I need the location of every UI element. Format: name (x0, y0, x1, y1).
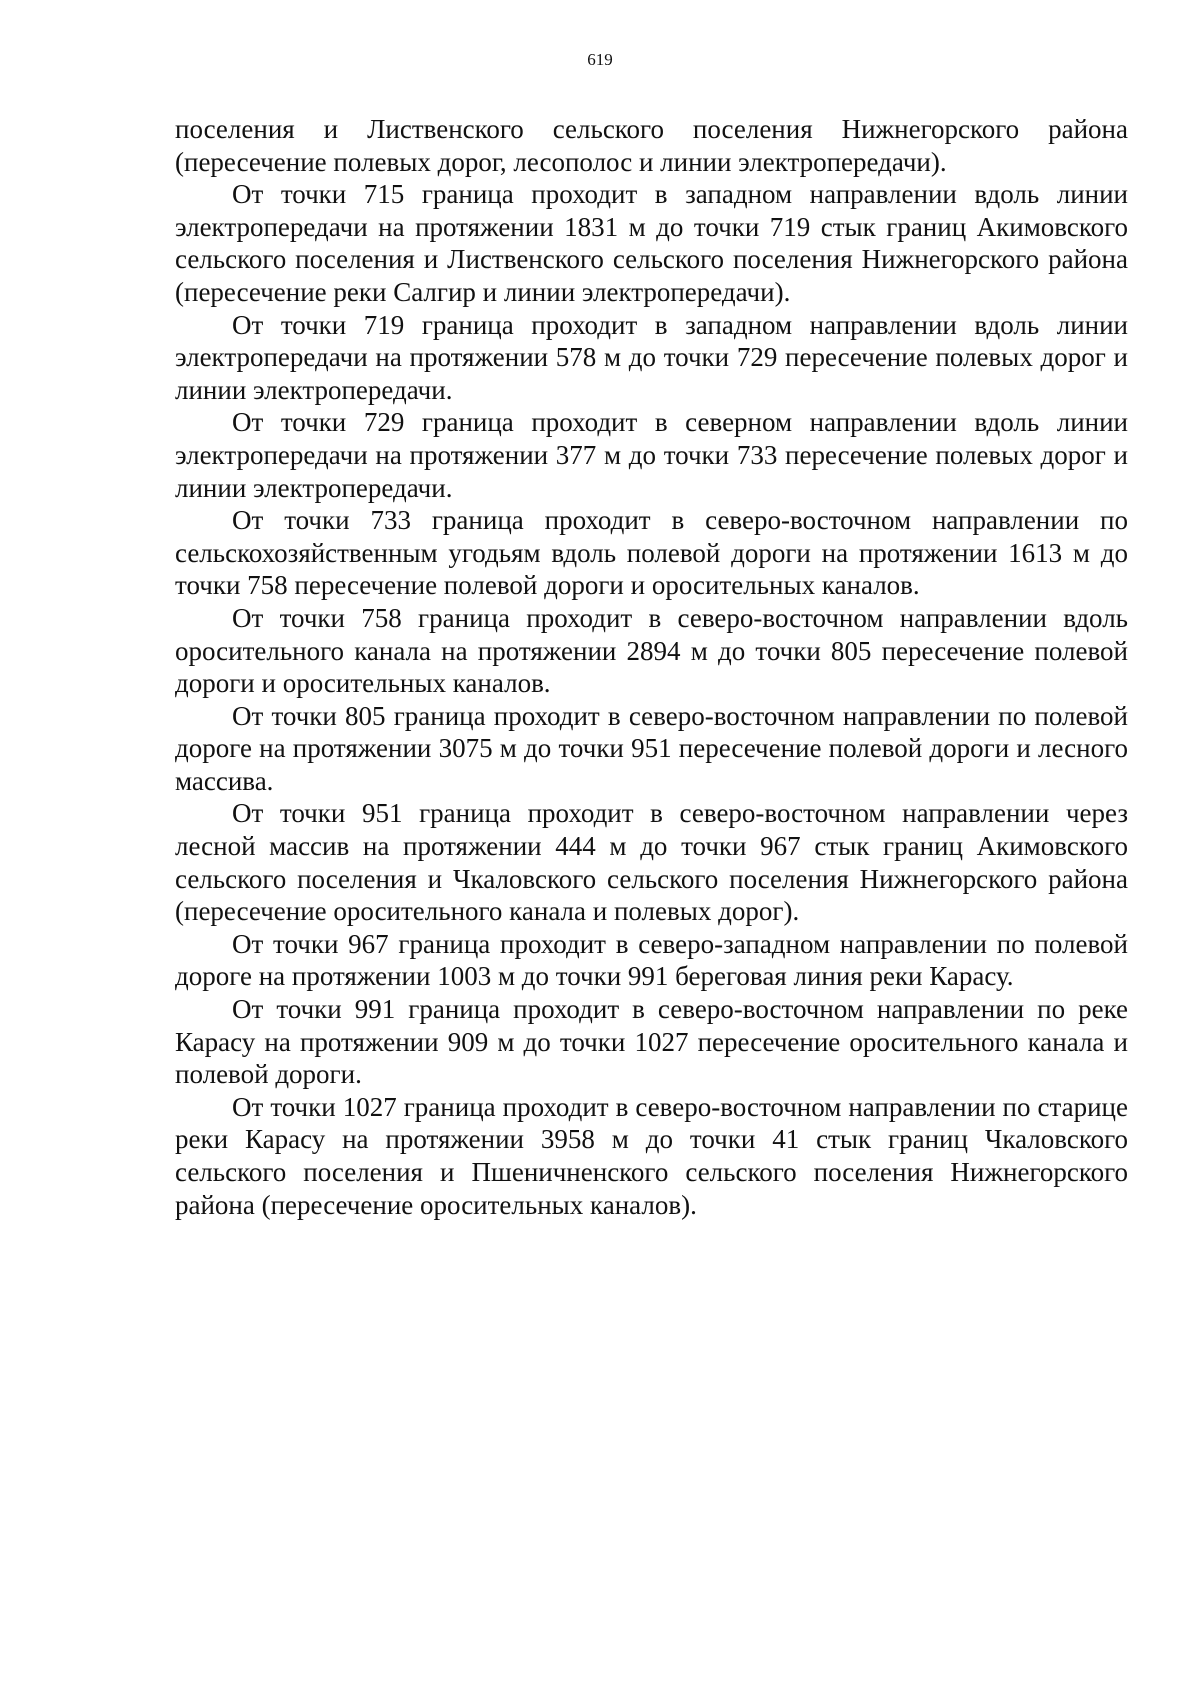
page-number: 619 (587, 50, 613, 69)
paragraph-3: От точки 719 граница проходит в западном направлении вдоль линии электропередачи на протяжении 578 м до точки 729 пересечение полевых дорог и линии электропередачи. (175, 309, 1128, 405)
paragraph-6: От точки 758 граница проходит в северо-восточном направлении вдоль оросительного канала на протяжении 2894 м до точки 805 пересечение полевой дороги и оросительных каналов. (175, 602, 1128, 699)
paragraph-1: поселения и Лиственского сельского поселения Нижнегорского района (пересечение полевых дорог, лесополос и линии электропередачи). (175, 114, 1128, 177)
paragraph-7: От точки 805 граница проходит в северо-восточном направлении по полевой дороге на протяжении 3075 м до точки 951 пересечение полевой дороги и лесного массива. (175, 700, 1128, 796)
paragraph-10: От точки 991 граница проходит в северо-восточном направлении по реке Карасу на протяжении 909 м до точки 1027 пересечение оросительного канала и полевой дороги. (175, 994, 1128, 1090)
paragraph-4: От точки 729 граница проходит в северном направлении вдоль линии электропередачи на протяжении 377 м до точки 733 пересечение полевых дорог и линии электропередачи. (175, 407, 1128, 503)
body-text (175, 113, 1128, 1221)
paragraph-5: От точки 733 граница проходит в северо-восточном направлении по сельскохозяйственным угодьям вдоль полевой дороги на протяжении 1613 м до точки 758 пересечение полевой дороги и оросительных каналов. (175, 505, 1128, 601)
paragraph-9: От точки 967 граница проходит в северо-западном направлении по полевой дороге на протяжении 1003 м до точки 991 береговая линия реки Карасу. (175, 928, 1128, 992)
paragraph-8: От точки 951 граница проходит в северо-восточном направлении через лесной массив на протяжении 444 м до точки 967 стык границ Акимовского сельского поселения и Чкаловского сельского поселения Нижнегорского района (пересечение оросительного канала и полевых дорог). (175, 798, 1128, 927)
paragraph-11: От точки 1027 граница проходит в северо-восточном направлении по старице реки Карасу на протяжении 3958 м до точки 41 стык границ Чкаловского сельского поселения и Пшеничненского сельского поселения Нижнегорского района (пересечение оросительных каналов). (175, 1091, 1128, 1220)
paragraph-2: От точки 715 граница проходит в западном направлении вдоль линии электропередачи на протяжении 1831 м до точки 719 стык границ Акимовского сельского поселения и Лиственского сельского поселения Нижнегорского района (пересечение реки Салгир и линии электропередачи). (175, 179, 1128, 307)
